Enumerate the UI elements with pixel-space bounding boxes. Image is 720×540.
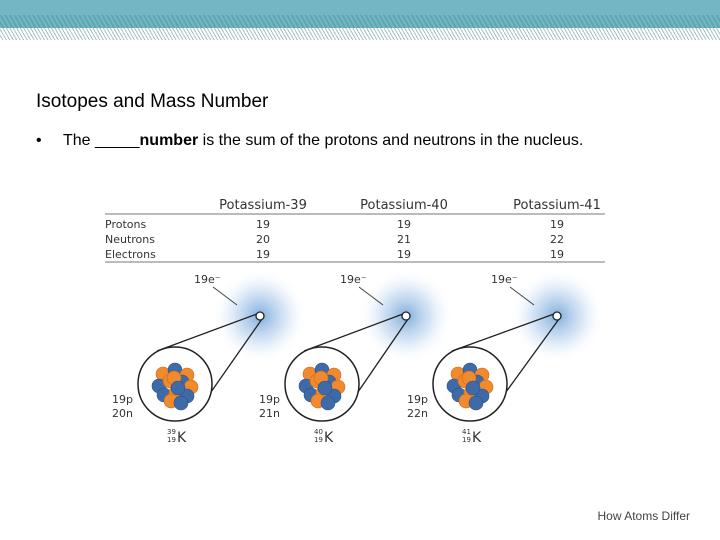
mass-number: 41 (462, 428, 471, 436)
electron-count: 19e⁻ (491, 273, 518, 286)
proton-count: 19p (407, 393, 428, 406)
electron-count: 19e⁻ (340, 273, 367, 286)
table-cell: 19 (256, 248, 270, 261)
atomic-number: 19 (462, 436, 471, 444)
row-label: Neutrons (105, 233, 155, 246)
column-header: Potassium-40 (360, 198, 448, 213)
table-cell: 19 (397, 248, 411, 261)
neutron-count: 22n (407, 407, 428, 420)
table-cell: 19 (397, 218, 411, 231)
mass-number: 39 (167, 428, 176, 436)
atom-point (553, 312, 561, 320)
neutron (318, 381, 332, 395)
proton-count: 19p (259, 393, 280, 406)
neutron-count: 20n (112, 407, 133, 420)
row-label: Electrons (105, 248, 156, 261)
isotope-table (105, 198, 605, 262)
table-cell: 19 (550, 248, 564, 261)
element-symbol: K (472, 430, 482, 446)
table-cell: 21 (397, 233, 411, 246)
bullet-prefix: The _____ (63, 132, 140, 149)
row-label: Protons (105, 218, 147, 231)
neutron (174, 396, 188, 410)
neutron (469, 396, 483, 410)
bullet-bold: number (139, 132, 199, 149)
element-symbol: K (177, 430, 187, 446)
bullet-marker: • (36, 132, 42, 149)
neutron (321, 396, 335, 410)
atom-point (256, 312, 264, 320)
slide-title: Isotopes and Mass Number (36, 91, 269, 112)
column-header: Potassium-41 (513, 198, 601, 213)
atom-point (402, 312, 410, 320)
table-cell: 19 (256, 218, 270, 231)
table-cell: 22 (550, 233, 564, 246)
bullet-suffix: is the sum of the protons and neutrons in the nucleus. (198, 132, 584, 149)
table-cell: 19 (550, 218, 564, 231)
mass-number: 40 (314, 428, 323, 436)
atomic-number: 19 (314, 436, 323, 444)
neutron-count: 21n (259, 407, 280, 420)
table-cell: 20 (256, 233, 270, 246)
atom-models (112, 268, 605, 446)
electron-count: 19e⁻ (194, 273, 221, 286)
element-symbol: K (324, 430, 334, 446)
column-header: Potassium-39 (219, 198, 307, 213)
neutron (171, 381, 185, 395)
footer-text: How Atoms Differ (597, 509, 690, 523)
atomic-number: 19 (167, 436, 176, 444)
proton-count: 19p (112, 393, 133, 406)
neutron (466, 381, 480, 395)
